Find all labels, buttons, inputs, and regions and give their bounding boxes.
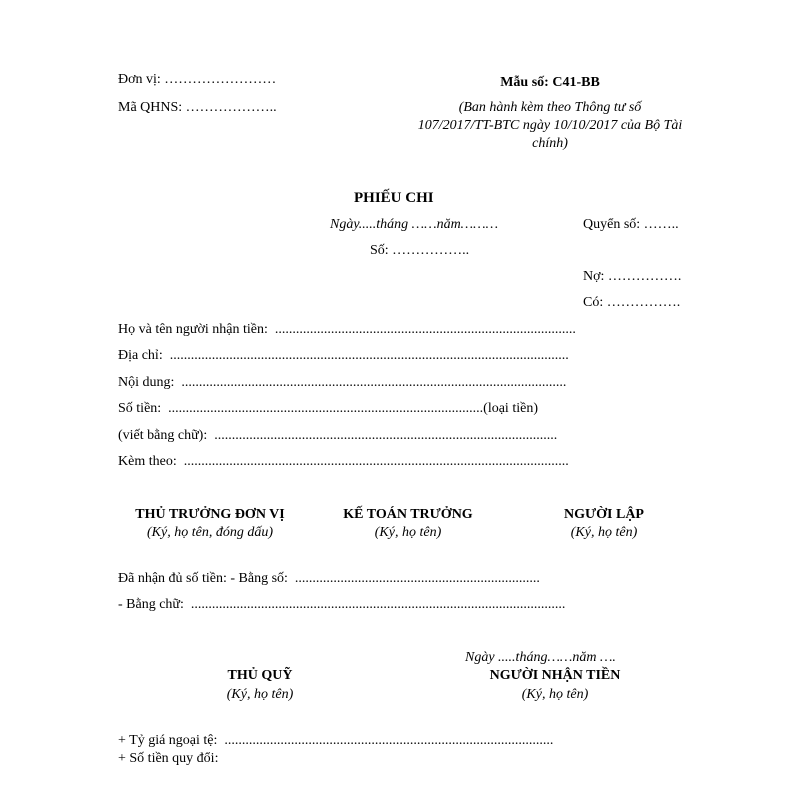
recipient-name-field: Họ và tên người nhận tiền: ...................................................................................... bbox=[118, 322, 576, 337]
preparer-note: (Ký, họ tên) bbox=[570, 525, 638, 540]
amount-field: Số tiền: ..........................................................................................(loại tiền) bbox=[118, 401, 538, 416]
legal-basis-line-3: chính) bbox=[532, 136, 568, 151]
address-field: Địa chỉ: .................................................................................................................. bbox=[118, 348, 569, 363]
head-of-unit-title: THỦ TRƯỞNG ĐƠN VỊ bbox=[135, 507, 285, 522]
received-by-words: - Bằng chữ: ........................................................................................................... bbox=[118, 597, 566, 612]
converted-amount-field: + Số tiền quy đổi: bbox=[118, 751, 219, 766]
voucher-number: Số: …………….. bbox=[370, 243, 470, 258]
exchange-rate-field: + Tỷ giá ngoại tệ: .............................................................................................. bbox=[118, 733, 554, 748]
cashier-note: (Ký, họ tên) bbox=[226, 687, 294, 702]
debit-account: Nợ: ……………. bbox=[583, 269, 682, 284]
preparer-title: NGƯỜI LẬP bbox=[564, 507, 644, 522]
date-line: Ngày.....tháng ……năm……… bbox=[330, 217, 499, 232]
chief-accountant-note: (Ký, họ tên) bbox=[374, 525, 442, 540]
recipient-note: (Ký, họ tên) bbox=[521, 687, 589, 702]
receipt-date-line: Ngày .....tháng……năm …. bbox=[465, 650, 616, 665]
chief-accountant-title: KẾ TOÁN TRƯỞNG bbox=[343, 507, 473, 522]
received-by-number: Đã nhận đủ số tiền: - Bằng số: ...................................................................... bbox=[118, 571, 540, 586]
legal-basis-line-2: 107/2017/TT-BTC ngày 10/10/2017 của Bộ Tài bbox=[417, 118, 683, 133]
ma-qhns-field: Mã QHNS: ……………….. bbox=[118, 100, 277, 115]
attached-field: Kèm theo: .............................................................................................................. bbox=[118, 454, 569, 469]
book-number: Quyển số: …….. bbox=[583, 217, 679, 232]
cashier-title: THỦ QUỸ bbox=[227, 668, 293, 683]
don-vi-field: Đơn vị: …………………… bbox=[118, 72, 277, 87]
amount-words-field: (viết bằng chữ): .................................................................................................. bbox=[118, 428, 558, 443]
content-field: Nội dung: .............................................................................................................. bbox=[118, 375, 567, 390]
form-code: Mẫu số: C41-BB bbox=[500, 75, 600, 90]
recipient-title: NGƯỜI NHẬN TIỀN bbox=[489, 668, 621, 683]
head-of-unit-note: (Ký, họ tên, đóng dấu) bbox=[147, 525, 273, 540]
credit-account: Có: ……………. bbox=[583, 295, 681, 310]
page-title: PHIẾU CHI bbox=[354, 190, 434, 206]
legal-basis-line-1: (Ban hành kèm theo Thông tư số bbox=[458, 100, 642, 115]
